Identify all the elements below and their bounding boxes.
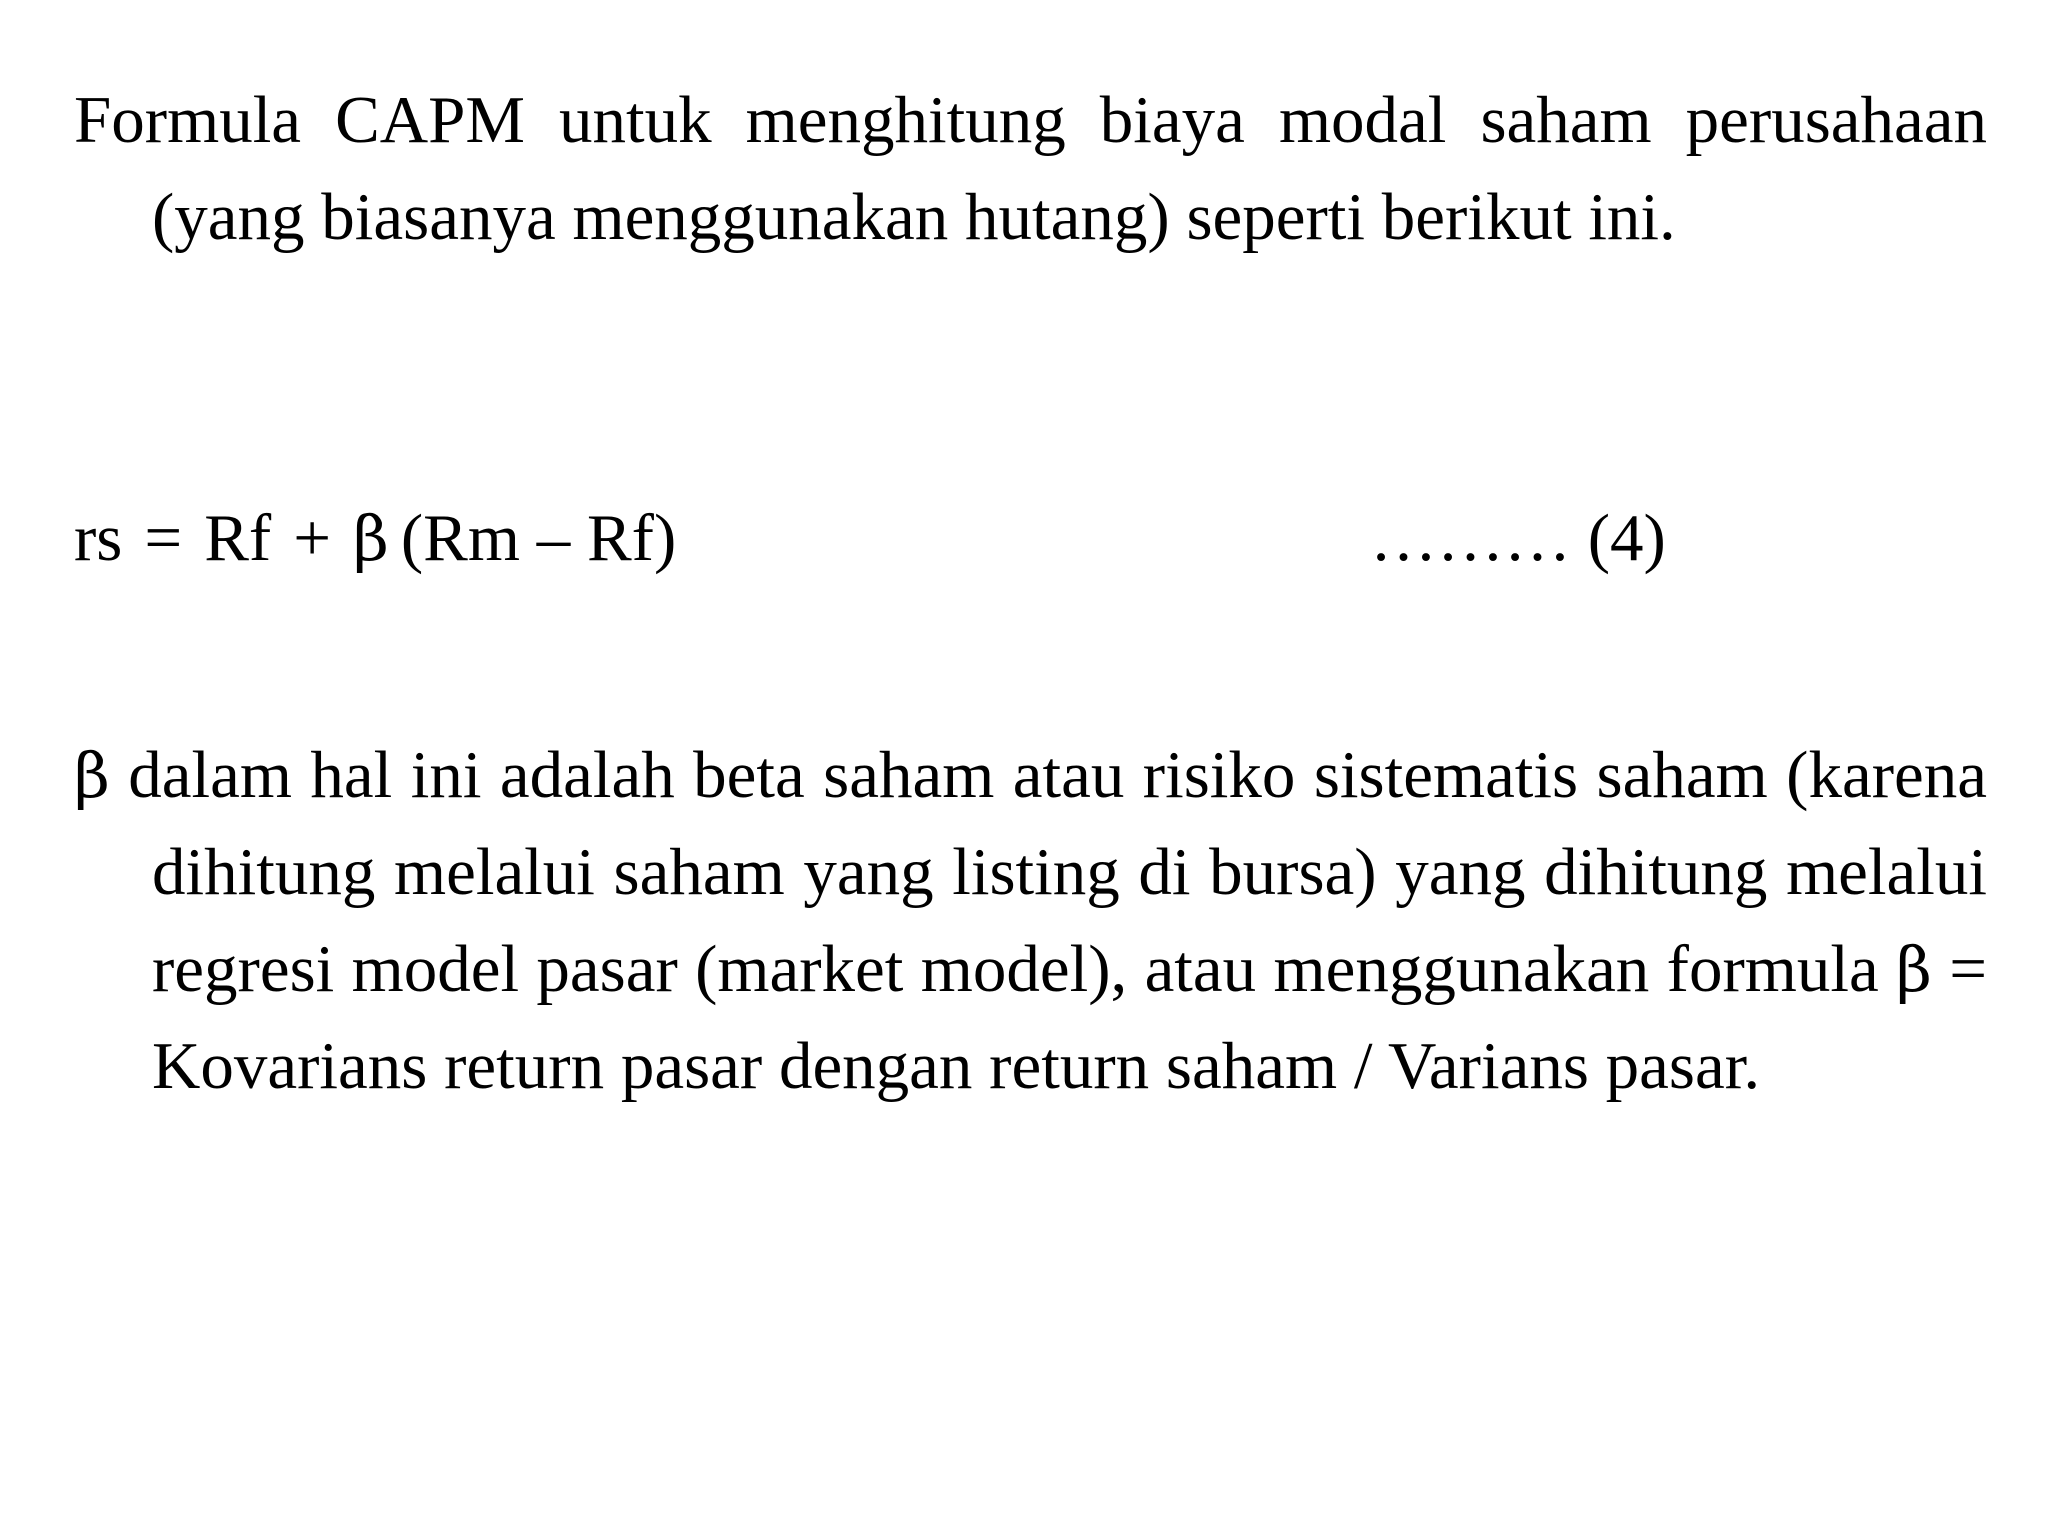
formula-risk-free: Rf [204,501,272,575]
formula-lhs: rs [74,501,123,575]
beta-symbol: β [74,739,110,812]
capm-formula [74,488,1974,588]
formula-expression [74,488,676,589]
formula-equals: = [144,501,183,575]
beta-symbol-inline: β [1896,933,1932,1006]
beta-explanation-text-2: = Kovarians return pasar dengan return saham / Varians pasar. [152,932,1987,1103]
formula-beta-symbol: β [352,502,389,575]
intro-paragraph: Formula CAPM untuk menghitung biaya modal saham perusahaan (yang biasanya menggunakan hutang) seperti berikut ini. [74,83,1987,254]
formula-market-premium: (Rm – Rf) [400,501,677,575]
equation-number: ……… (4) [1370,501,1666,575]
beta-explanation-paragraph [74,727,1987,1115]
formula-plus: + [293,501,331,575]
beta-explanation-text-1: dalam hal ini adalah beta saham atau risiko sistematis saham (karena dihitung melalui saham yang listing di bursa) yang dihitung melalui regresi model pasar (market model), atau menggunakan formula [109,738,1987,1006]
